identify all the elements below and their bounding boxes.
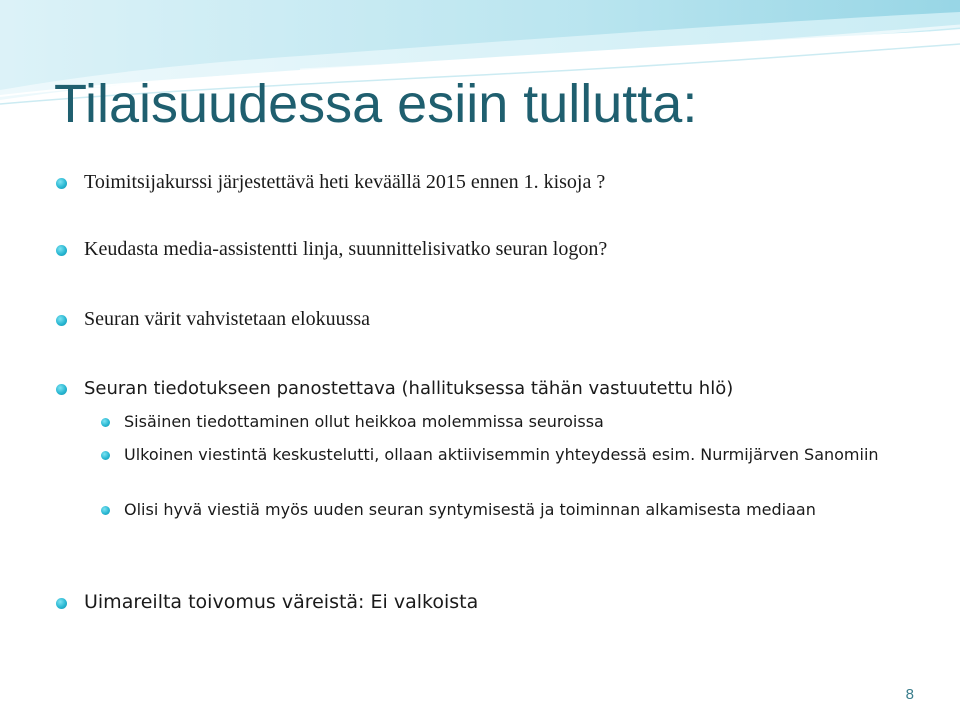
bullet-item: Seuran tiedotukseen panostettava (hallituksessa tähän vastuutettu hlö) (84, 378, 734, 399)
page-number: 8 (905, 686, 914, 703)
bullet-item: Toimitsijakurssi järjestettävä heti keväällä 2015 ennen 1. kisoja ? (84, 171, 606, 193)
bullet-item: Uimareilta toivomus väreistä: Ei valkoista (84, 591, 479, 613)
bullet-icon (56, 178, 67, 189)
bullet-icon (56, 384, 67, 395)
bullet-icon (56, 598, 67, 609)
bullet-item: Seuran värit vahvistetaan elokuussa (84, 308, 371, 330)
sub-bullet-icon (101, 506, 110, 515)
sub-bullet-icon (101, 418, 110, 427)
bullet-item: Keudasta media-assistentti linja, suunnittelisivatko seuran logon? (84, 238, 608, 260)
sub-bullet-icon (101, 451, 110, 460)
slide-title: Tilaisuudessa esiin tullutta: (54, 74, 698, 134)
sub-bullet-item: Ulkoinen viestintä keskustelutti, ollaan aktiivisemmin yhteydessä esim. Nurmijärven Sanomiin (124, 445, 879, 464)
sub-bullet-item: Sisäinen tiedottaminen ollut heikkoa molemmissa seuroissa (124, 412, 604, 431)
bullet-icon (56, 315, 67, 326)
sub-bullet-item: Olisi hyvä viestiä myös uuden seuran syntymisestä ja toiminnan alkamisesta mediaan (124, 500, 816, 519)
bullet-icon (56, 245, 67, 256)
